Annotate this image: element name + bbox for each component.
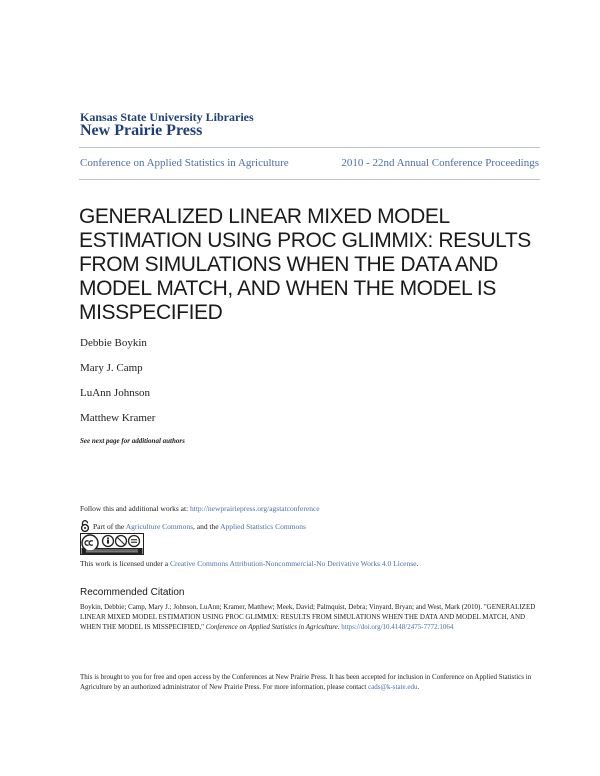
recommended-citation-heading: Recommended Citation	[80, 587, 185, 598]
part-of-mid: , and the	[193, 521, 221, 531]
citation-body: Boykin, Debbie; Camp, Mary J.; Johnson, LuAnn; Kramer, Matthew; Meek, David; Palmquist, Debra; Vinyard, Bryan; and West, Mark (2010). "GENERALIZED LINEAR MIXED MODEL ESTIMATION USING PROC GLIMMIX: RESULTS FROM SIMULATIONS WHEN THE DATA AND MODEL MATCH, AND WHEN THE MODEL IS MISSPECIFIED,"	[80, 603, 536, 631]
follow-text: Follow this and additional works at:	[80, 504, 190, 513]
part-of-prefix: Part of the	[93, 521, 126, 531]
creative-commons-badge-icon[interactable]	[80, 533, 144, 555]
conference-url-link[interactable]: http://newprairiepress.org/agstatconference	[190, 504, 320, 513]
author-2: Mary J. Camp	[80, 362, 143, 374]
doi-link[interactable]: https://doi.org/10.4148/2475-7772.1064	[341, 623, 454, 631]
license-suffix: .	[416, 559, 419, 568]
recommended-citation-text	[80, 602, 542, 632]
open-access-notice	[80, 672, 542, 692]
citation-after-journal: .	[337, 623, 342, 631]
notice-suffix: .	[417, 683, 420, 691]
top-divider	[79, 147, 540, 148]
citation-journal: Conference on Applied Statistics in Agriculture	[205, 623, 338, 631]
license-line	[80, 559, 418, 568]
license-prefix: This work is licensed under a	[80, 559, 170, 568]
press-name[interactable]: New Prairie Press	[80, 122, 203, 139]
paper-title: GENERALIZED LINEAR MIXED MODEL ESTIMATION USING PROC GLIMMIX: RESULTS FROM SIMULATIONS WHEN THE DATA AND MODEL MATCH, AND WHEN THE MODEL IS MISSPECIFIED	[79, 205, 531, 324]
author-4: Matthew Kramer	[80, 412, 156, 424]
nav-divider	[79, 179, 540, 180]
author-1: Debbie Boykin	[80, 337, 147, 349]
license-link[interactable]: Creative Commons Attribution-Noncommercial-No Derivative Works 4.0 License	[169, 559, 417, 568]
conference-link[interactable]: Conference on Applied Statistics in Agriculture	[80, 157, 289, 169]
proceedings-link[interactable]: 2010 - 22nd Annual Conference Proceedings	[341, 157, 539, 169]
applied-statistics-commons-link[interactable]: Applied Statistics Commons	[220, 521, 306, 531]
open-access-icon	[80, 520, 90, 532]
contact-email-link[interactable]: cads@k-state.edu	[368, 683, 418, 691]
author-3: LuAnn Johnson	[80, 387, 150, 399]
notice-text: This is brought to you for free and open access by the Conferences at New Prairie Press. It has been accepted for inclusion in Conference on Applied Statistics in Agriculture by an authorized administrator of New Prairie Press. For more information, please contact	[80, 673, 532, 691]
follow-line	[80, 504, 320, 513]
part-of-line	[80, 520, 306, 532]
additional-authors-note: See next page for additional authors	[80, 437, 185, 445]
agriculture-commons-link[interactable]: Agriculture Commons	[125, 521, 193, 531]
library-name: Kansas State University Libraries	[80, 110, 254, 124]
